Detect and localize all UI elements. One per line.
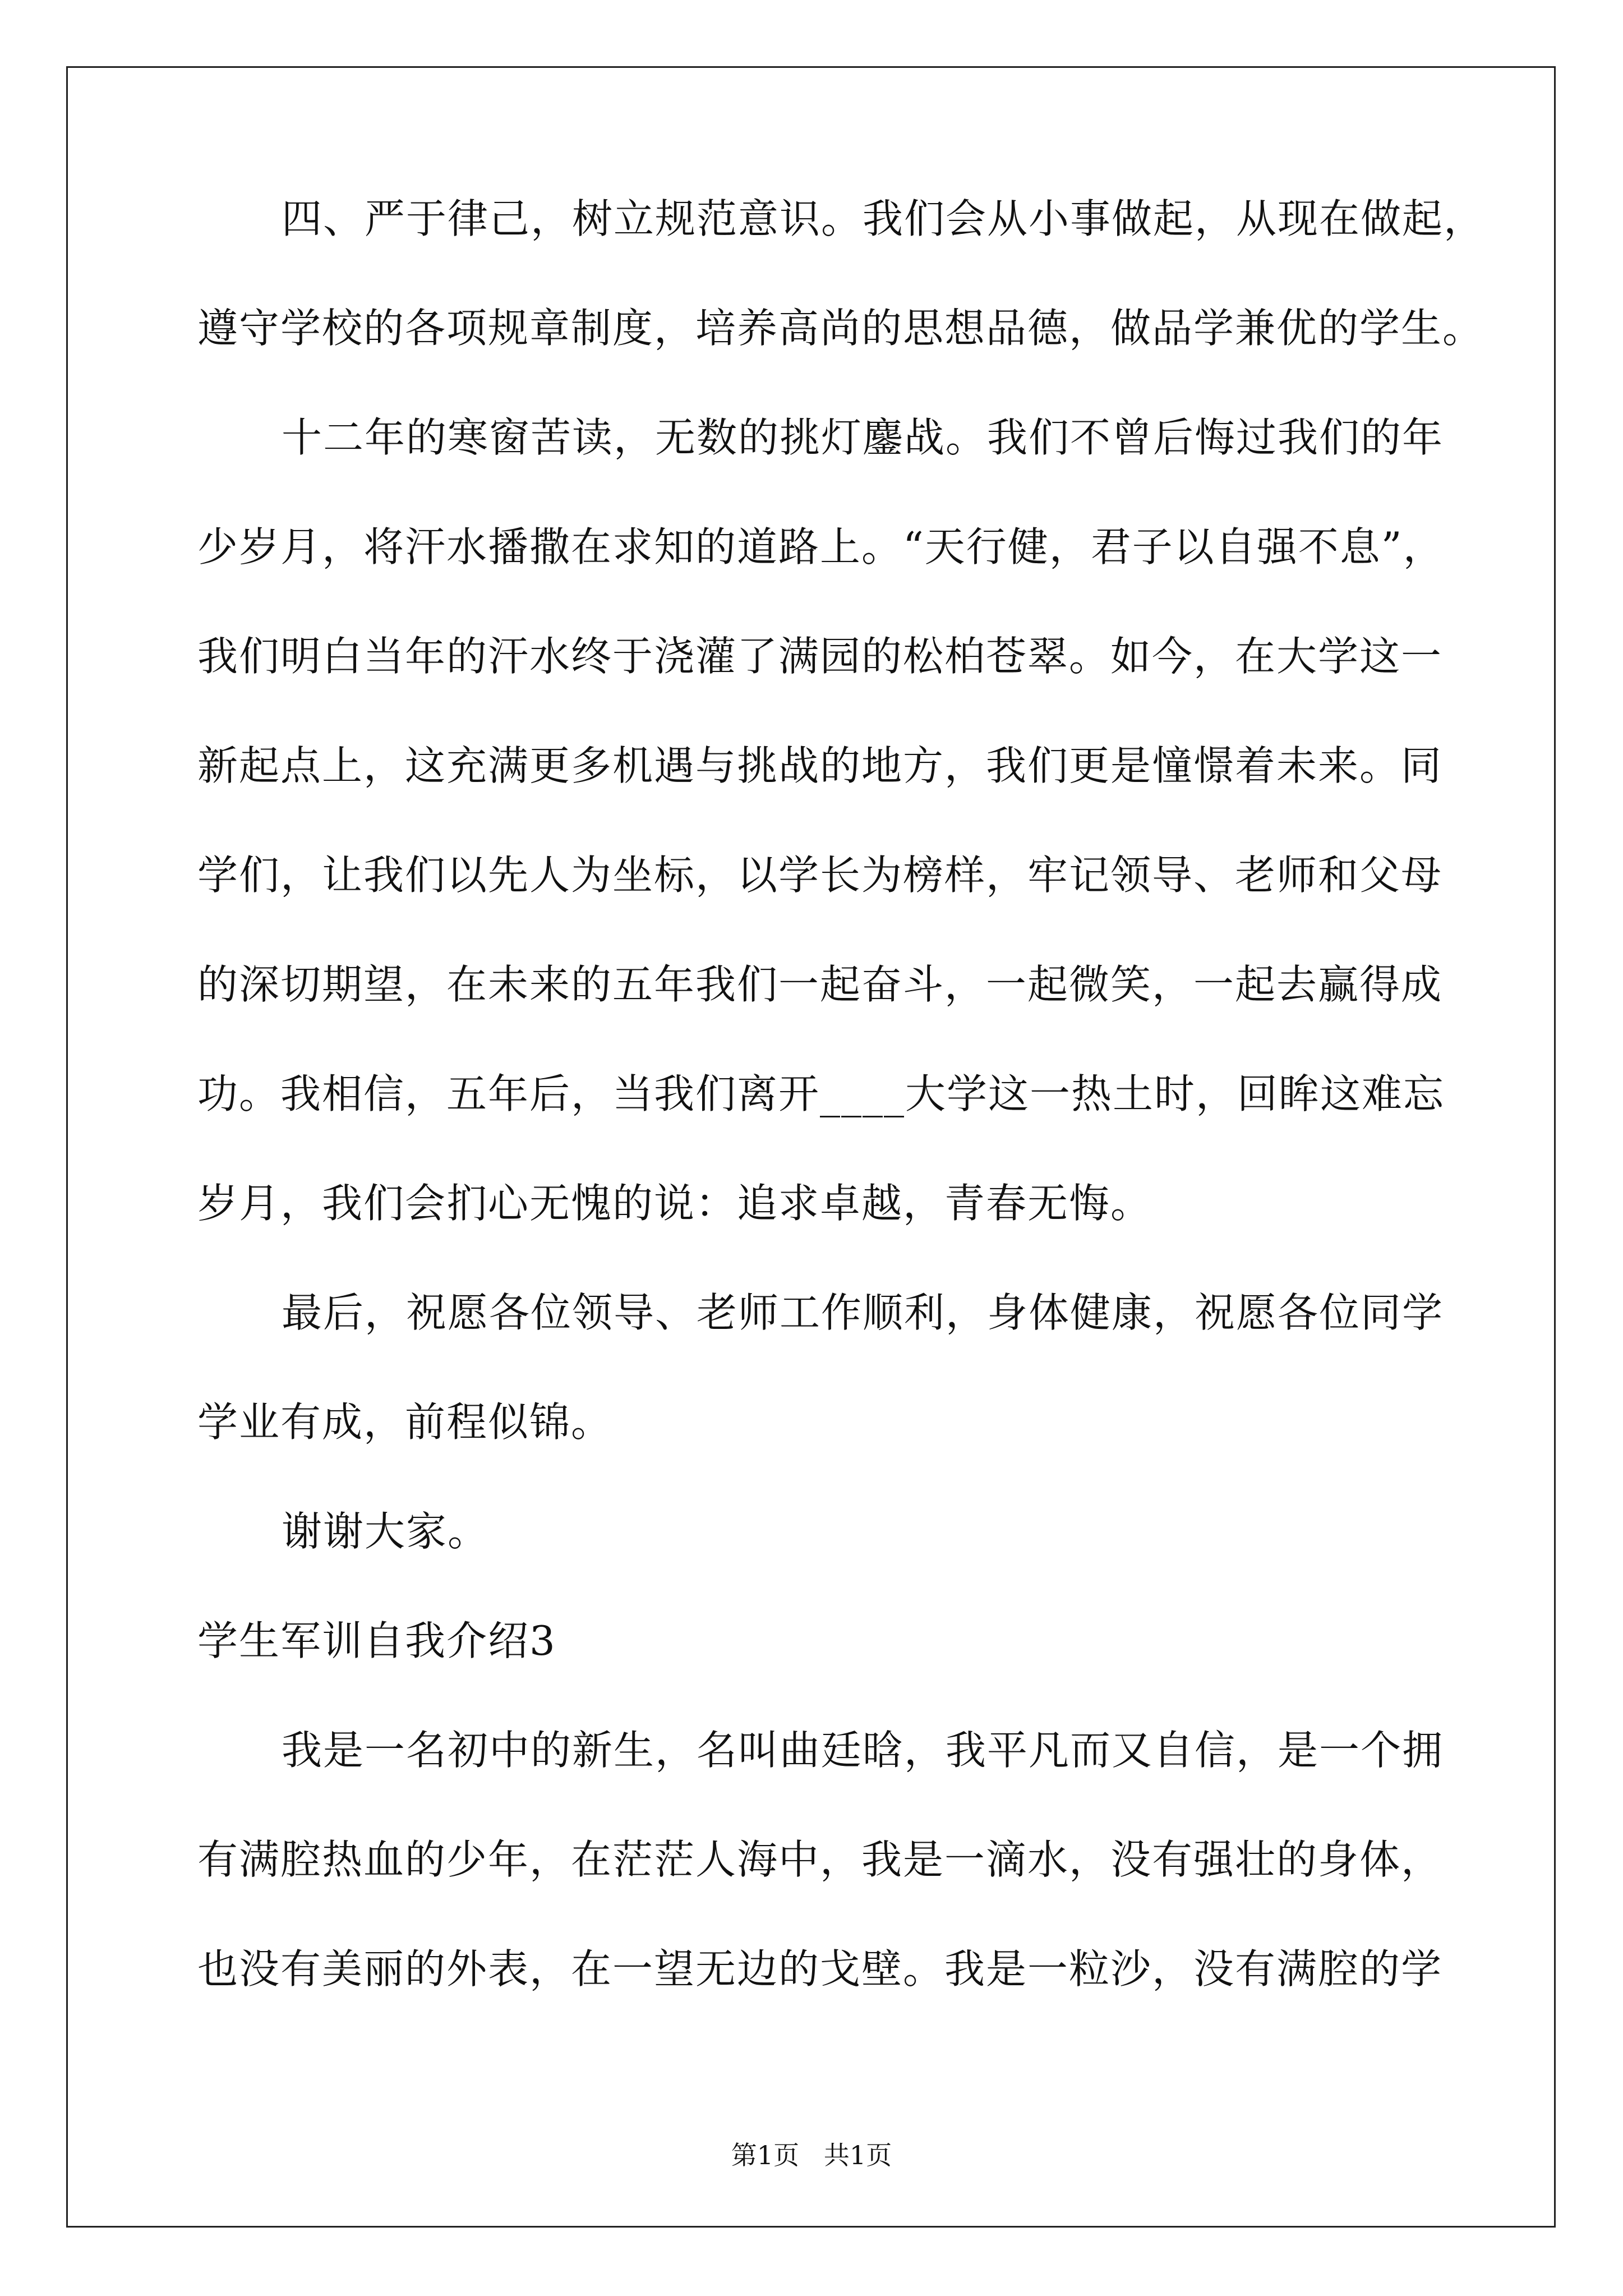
- paragraph-line: 我是一名初中的新生，名叫曲廷晗，我平凡而又自信，是一个拥: [282, 1727, 1444, 1774]
- paragraph-line: 功。我相信，五年后，当我们离开____大学这一热土时，回眸这难忘: [197, 1070, 1445, 1117]
- page-border: [66, 66, 1556, 2228]
- paragraph-line: 谢谢大家。: [282, 1508, 490, 1555]
- paragraph-line: 学业有成，前程似锦。: [197, 1398, 613, 1446]
- paragraph-line: 也没有美丽的外表，在一望无边的戈壁。我是一粒沙，没有满腔的学: [197, 1945, 1443, 1993]
- paragraph-line: 的深切期望，在未来的五年我们一起奋斗，一起微笑，一起去赢得成: [197, 961, 1443, 1008]
- paragraph-line: 岁月，我们会扪心无愧的说：追求卓越，青春无悔。: [197, 1180, 1152, 1227]
- paragraph-line: 遵守学校的各项规章制度，培养高尚的思想品德，做品学兼优的学生。: [197, 305, 1484, 352]
- paragraph-line: 学们，让我们以先人为坐标，以学长为榜样，牢记领导、老师和父母: [197, 852, 1443, 899]
- paragraph-line: 少岁月，将汗水播撒在求知的道路上。“天行健，君子以自强不息”，: [197, 523, 1445, 570]
- paragraph-line: 最后，祝愿各位领导、老师工作顺利，身体健康，祝愿各位同学: [282, 1289, 1444, 1336]
- paragraph-line: 新起点上，这充满更多机遇与挑战的地方，我们更是憧憬着未来。同: [197, 742, 1443, 789]
- paragraph-line: 十二年的寒窗苦读，无数的挑灯鏖战。我们不曾后悔过我们的年: [282, 414, 1444, 461]
- paragraph-line: 有满腔热血的少年，在茫茫人海中，我是一滴水，没有强壮的身体，: [197, 1836, 1443, 1883]
- paragraph-line: 我们明白当年的汗水终于浇灌了满园的松柏苍翠。如今，在大学这一: [197, 633, 1443, 680]
- paragraph-line: 四、严于律己，树立规范意识。我们会从小事做起，从现在做起，: [282, 195, 1486, 242]
- page-footer: 第1页 共1页: [731, 2140, 892, 2170]
- section-heading: 学生军训自我介绍3: [197, 1617, 556, 1664]
